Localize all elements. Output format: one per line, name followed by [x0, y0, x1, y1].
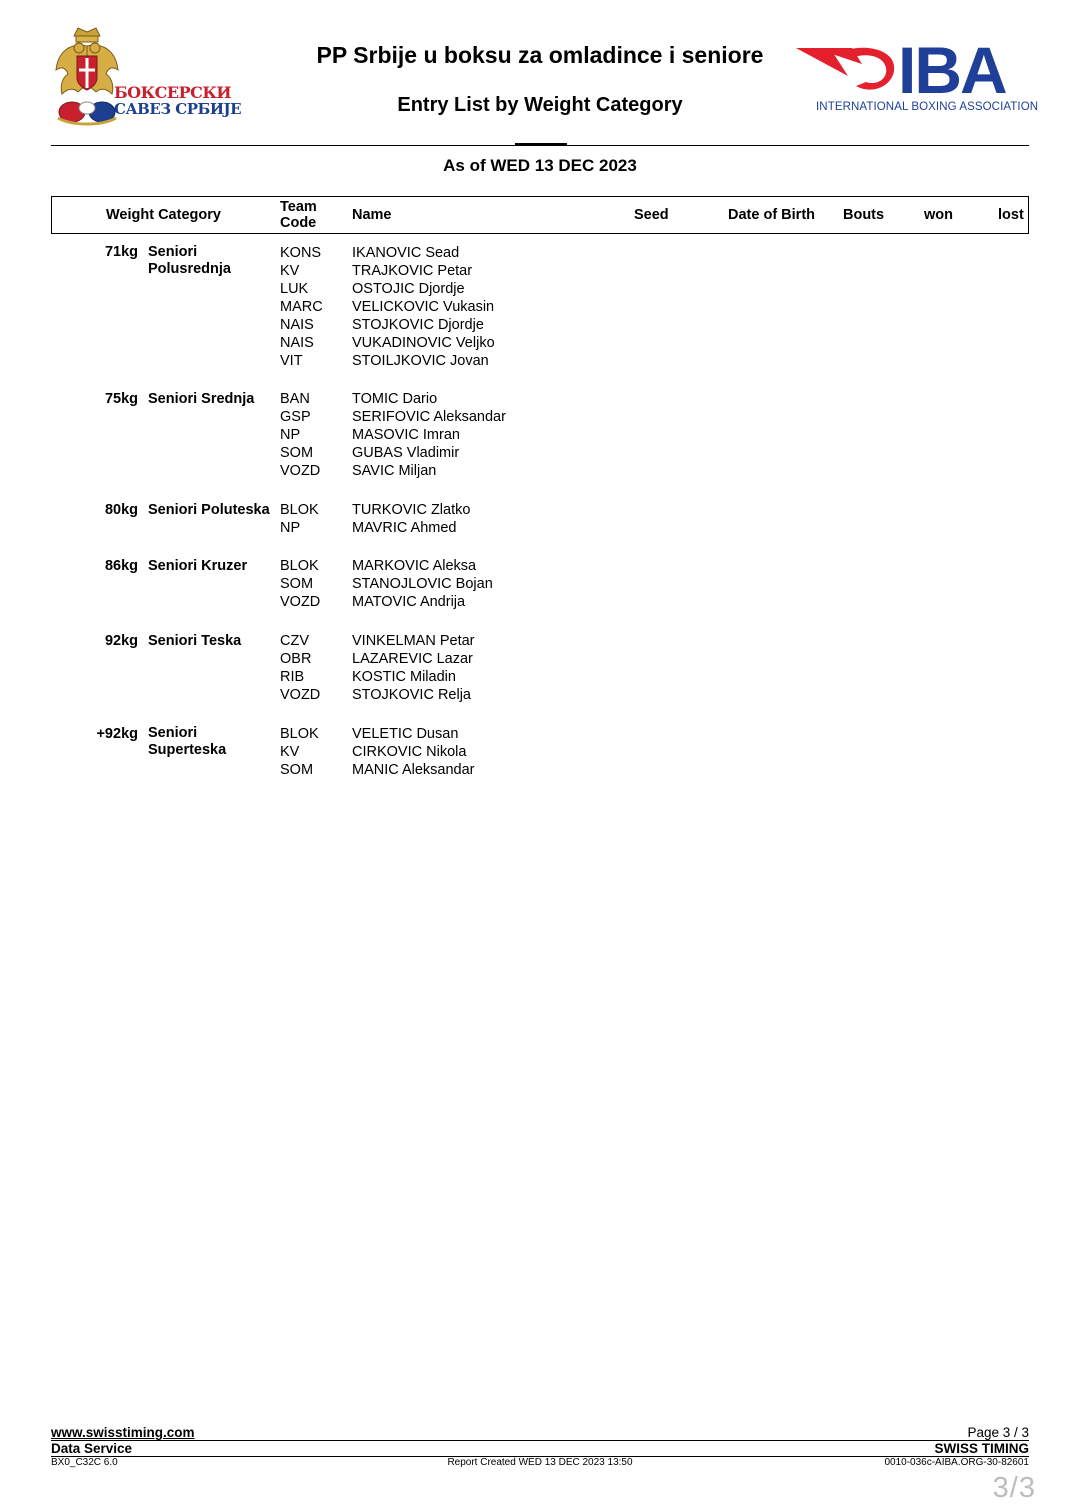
entry-name: KOSTIC Miladin: [352, 669, 456, 685]
category-name-line2: Superteska: [148, 742, 227, 758]
entry-team-code: KV: [280, 263, 300, 279]
header-divider-notch: [515, 143, 567, 145]
entry-name: MAVRIC Ahmed: [352, 520, 457, 536]
iba-swoosh-icon: [796, 42, 906, 102]
entry-team-code: BLOK: [280, 726, 319, 742]
entry-team-code: SOM: [280, 445, 314, 461]
category-weight: 80kg: [104, 502, 138, 518]
footer-page-number: Page 3 / 3: [967, 1425, 1029, 1440]
entry-name: STOILJKOVIC Jovan: [352, 353, 489, 369]
category-name: Seniori Srednja: [148, 391, 255, 407]
entry-name: MARKOVIC Aleksa: [352, 558, 477, 574]
entry-name: GUBAS Vladimir: [352, 445, 460, 461]
page-indicator-overlay: 3/3: [992, 1472, 1036, 1504]
category-name: [148, 725, 276, 759]
entry-name: TURKOVIC Zlatko: [352, 502, 471, 518]
entry-team-code: LUK: [280, 281, 309, 297]
entry-name: VELICKOVIC Vukasin: [352, 299, 495, 315]
entry-team-code: BLOK: [280, 502, 319, 518]
category-weight: +92kg: [96, 726, 138, 742]
table-header: [51, 196, 1029, 234]
category-name-line1: Seniori: [148, 725, 198, 741]
entry-team-code: BAN: [280, 391, 310, 407]
entry-name: MANIC Aleksandar: [352, 762, 475, 778]
col-lost: lost: [998, 207, 1024, 223]
col-name: Name: [352, 207, 392, 223]
entry-team-code: GSP: [280, 409, 311, 425]
entry-name: SAVIC Miljan: [352, 463, 437, 479]
category-weight: 71kg: [104, 244, 138, 260]
entry-name: IKANOVIC Sead: [352, 245, 460, 261]
entry-team-code: SOM: [280, 576, 314, 592]
as-of-date: As of WED 13 DEC 2023: [443, 156, 637, 175]
category-name: Seniori Poluteska: [148, 502, 270, 518]
entry-team-code: RIB: [280, 669, 305, 685]
col-seed: Seed: [634, 207, 669, 223]
category-weight: 92kg: [104, 633, 138, 649]
col-weight-category: Weight Category: [106, 207, 221, 223]
col-team-code-line2: Code: [280, 215, 317, 231]
entry-team-code: NAIS: [280, 335, 314, 351]
entry-name: TOMIC Dario: [352, 391, 438, 407]
entry-name: STOJKOVIC Djordje: [352, 317, 484, 333]
footer-report-created: Report Created WED 13 DEC 2023 13:50: [447, 1457, 633, 1468]
entry-team-code: VIT: [280, 353, 303, 369]
header-divider: [51, 145, 1029, 146]
category-name-line2: Polusrednja: [148, 261, 231, 277]
entry-team-code: CZV: [280, 633, 309, 649]
entry-team-code: NAIS: [280, 317, 314, 333]
entry-team-code: KONS: [280, 245, 322, 261]
bss-logo-line1: БОКСЕРСКИ: [114, 83, 232, 102]
document-subtitle: Entry List by Weight Category: [397, 94, 683, 116]
entry-name: MATOVIC Andrija: [352, 594, 466, 610]
category-weight: 75kg: [104, 391, 138, 407]
entry-team-code: OBR: [280, 651, 312, 667]
footer-swiss-timing: SWISS TIMING: [934, 1441, 1029, 1456]
entry-name: MASOVIC Imran: [352, 427, 460, 443]
entry-team-code: BLOK: [280, 558, 319, 574]
entry-name: LAZAREVIC Lazar: [352, 651, 473, 667]
col-team-code-line1: Team: [280, 199, 317, 215]
entry-team-code: NP: [280, 427, 301, 443]
category-name: Seniori Kruzer: [148, 558, 248, 574]
bss-logo-text: [114, 84, 241, 118]
col-bouts: Bouts: [843, 207, 885, 223]
footer-report-code: BX0_C32C 6.0: [51, 1457, 118, 1468]
entry-team-code: MARC: [280, 299, 323, 315]
entry-team-code: SOM: [280, 762, 314, 778]
col-date-of-birth: Date of Birth: [728, 207, 815, 223]
entry-team-code: VOZD: [280, 687, 321, 703]
category-name-line1: Seniori: [148, 244, 198, 260]
entry-name: CIRKOVIC Nikola: [352, 744, 467, 760]
entry-name: VINKELMAN Petar: [352, 633, 475, 649]
col-team-code: [280, 199, 317, 231]
footer-reference: 0010-036c-AIBA.ORG-30-82601: [884, 1457, 1029, 1468]
entry-team-code: NP: [280, 520, 301, 536]
entry-name: SERIFOVIC Aleksandar: [352, 409, 506, 425]
entry-team-code: KV: [280, 744, 300, 760]
footer-url-link[interactable]: www.swisstiming.com: [51, 1425, 195, 1440]
entry-name: VUKADINOVIC Veljko: [352, 335, 495, 351]
entry-team-code: VOZD: [280, 463, 321, 479]
iba-logo-subtitle: INTERNATIONAL BOXING ASSOCIATION: [816, 101, 1039, 113]
footer-data-service: Data Service: [51, 1441, 133, 1456]
category-weight: 86kg: [104, 558, 138, 574]
entry-name: STOJKOVIC Relja: [352, 687, 471, 703]
category-name: Seniori Teska: [148, 633, 242, 649]
document-title: PP Srbije u boksu za omladince i seniore: [316, 42, 764, 68]
col-won: won: [924, 207, 953, 223]
entry-name: TRAJKOVIC Petar: [352, 263, 473, 279]
iba-logo-word: IBA: [898, 33, 1006, 107]
entry-name: VELETIC Dusan: [352, 726, 459, 742]
double-eagle-crest-icon: [52, 26, 122, 130]
entry-name: STANOJLOVIC Bojan: [352, 576, 493, 592]
bss-logo-line2: САВЕЗ СРБИЈЕ: [114, 100, 242, 118]
entry-name: OSTOJIC Djordje: [352, 281, 465, 297]
category-name: [148, 244, 276, 278]
footer-divider: [51, 1440, 1029, 1441]
entry-team-code: VOZD: [280, 594, 321, 610]
